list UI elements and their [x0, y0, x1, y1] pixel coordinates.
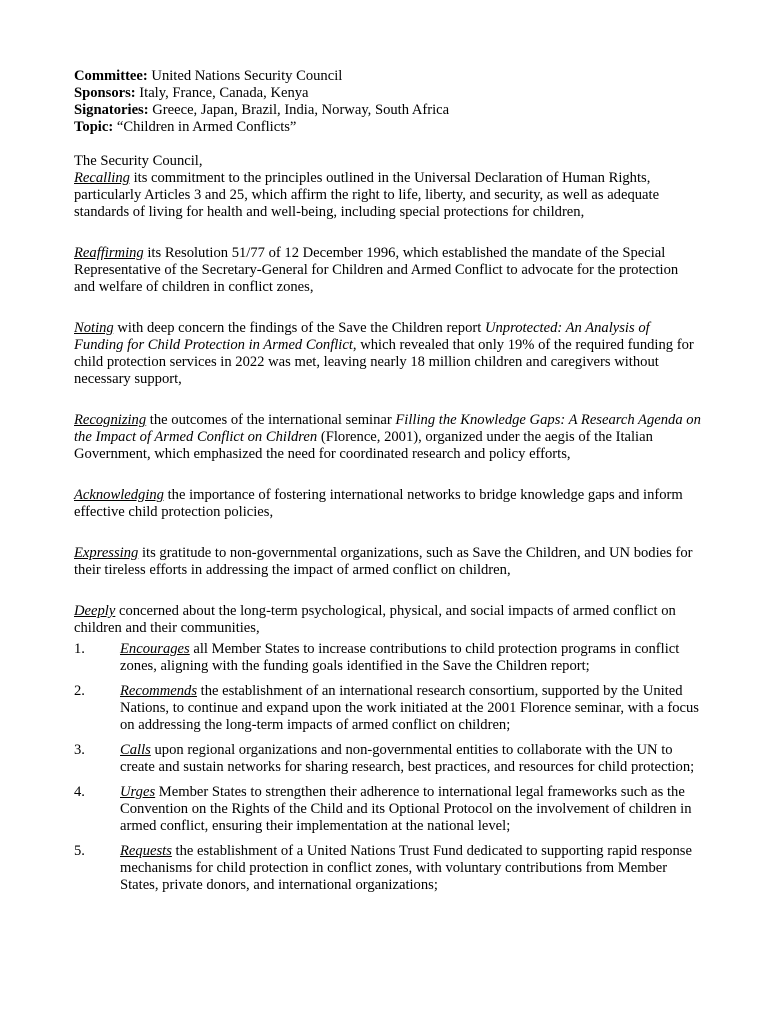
preambular-clause-noting — [74, 320, 702, 388]
clause-text: the outcomes of the international seminar — [146, 412, 396, 428]
preambular-clause-recalling — [74, 170, 702, 221]
preambular-clause-acknowledging — [74, 487, 702, 521]
clause-keyword: Deeply — [74, 603, 116, 619]
clause-text: the importance of fostering international networks to bridge knowledge gaps and inform effective child protection policies, — [74, 487, 683, 520]
clause-text: with deep concern the findings of the Save the Children report — [113, 320, 485, 336]
sponsors-value: Italy, France, Canada, Kenya — [135, 85, 309, 101]
clause-keyword: Expressing — [74, 545, 139, 561]
clause-number: 2. — [74, 683, 85, 699]
clause-text: the establishment of a United Nations Trust Fund dedicated to supporting rapid response mechanisms for child protection in conflict zones, with voluntary contributions from Member States, private donors, and international organizations; — [120, 843, 692, 893]
clause-number: 1. — [74, 641, 85, 657]
clause-keyword: Reaffirming — [74, 245, 144, 261]
clause-text: (Florence, 2001), organized under the aegis of the Italian Government, which emphasized the need for coordinated research and policy efforts, — [74, 429, 653, 462]
operative-clauses — [74, 641, 702, 894]
preambular-clause-recognizing — [74, 412, 702, 463]
clause-text: its commitment to the principles outlined in the Universal Declaration of Human Rights, particularly Articles 3 and 25, which affirm the right to life, liberty, and security, as well as adequate standards of living for health and well-being, including special protections for children, — [74, 170, 660, 220]
clause-text: upon regional organizations and non-governmental entities to collaborate with the UN to create and sustain networks for sharing research, best practices, and resources for child protection; — [120, 742, 695, 775]
signatories-value: Greece, Japan, Brazil, India, Norway, South Africa — [148, 102, 450, 118]
operative-clause-encourages — [74, 641, 702, 675]
intro-line: The Security Council, — [74, 153, 203, 169]
topic-label: Topic: — [74, 119, 114, 135]
clause-keyword: Recommends — [120, 683, 197, 699]
clause-keyword: Noting — [74, 320, 114, 336]
topic-line — [74, 119, 702, 136]
report-title: Unprotected: An Analysis of Funding for Child Protection in Armed Conflict — [74, 320, 650, 353]
resolution-header — [74, 68, 702, 136]
clause-keyword: Recalling — [74, 170, 130, 186]
clause-text: its gratitude to non-governmental organizations, such as Save the Children, and UN bodies for their tireless efforts in addressing the impact of armed conflict on children, — [74, 545, 693, 578]
clause-text: concerned about the long-term psychological, physical, and social impacts of armed conflict on children and their communities, — [74, 603, 676, 636]
topic-value: “Children in Armed Conflicts” — [113, 119, 297, 135]
seminar-title: Filling the Knowledge Gaps: A Research Agenda on the Impact of Armed Conflict on Children — [74, 412, 701, 445]
committee-line — [74, 68, 702, 85]
clause-keyword: Requests — [120, 843, 172, 859]
clause-text: the establishment of an international research consortium, supported by the United Nations, to continue and expand upon the work initiated at the 2001 Florence seminar, with a focus on addressing the long-term impacts of armed conflict on children; — [120, 683, 699, 733]
clause-text: Member States to strengthen their adherence to international legal frameworks such as the Convention on the Rights of the Child and its Optional Protocol on the involvement of children in armed conflict, ensuring their implementation at the national level; — [120, 784, 692, 834]
clause-text: its Resolution 51/77 of 12 December 1996, which established the mandate of the Special Representative of the Secretary-General for Children and Armed Conflict to advocate for the protection and welfare of children in conflict zones, — [74, 245, 679, 295]
operative-clause-urges — [74, 784, 702, 835]
committee-value: United Nations Security Council — [147, 68, 343, 84]
sponsors-label: Sponsors: — [74, 85, 136, 101]
preambular-clause-reaffirming — [74, 245, 702, 296]
clause-keyword: Recognizing — [74, 412, 147, 428]
clause-number: 5. — [74, 843, 85, 859]
committee-label: Committee: — [74, 68, 148, 84]
clause-text: all Member States to increase contributions to child protection programs in conflict zones, aligning with the funding goals identified in the Save the Children report; — [120, 641, 680, 674]
clause-number: 3. — [74, 742, 85, 758]
signatories-label: Signatories: — [74, 102, 149, 118]
signatories-line — [74, 102, 702, 119]
preambular-clause-deeply — [74, 603, 702, 637]
sponsors-line — [74, 85, 702, 102]
operative-clause-recommends — [74, 683, 702, 734]
operative-clause-requests — [74, 843, 702, 894]
clause-number: 4. — [74, 784, 85, 800]
preambular-clause-expressing — [74, 545, 702, 579]
clause-keyword: Acknowledging — [74, 487, 164, 503]
clause-keyword: Urges — [120, 784, 156, 800]
clause-keyword: Encourages — [120, 641, 190, 657]
operative-clause-calls — [74, 742, 702, 776]
clause-text: , which revealed that only 19% of the required funding for child protection services in 2022 was met, leaving nearly 18 million children and caregivers without necessary support, — [74, 337, 694, 387]
clause-keyword: Calls — [120, 742, 151, 758]
